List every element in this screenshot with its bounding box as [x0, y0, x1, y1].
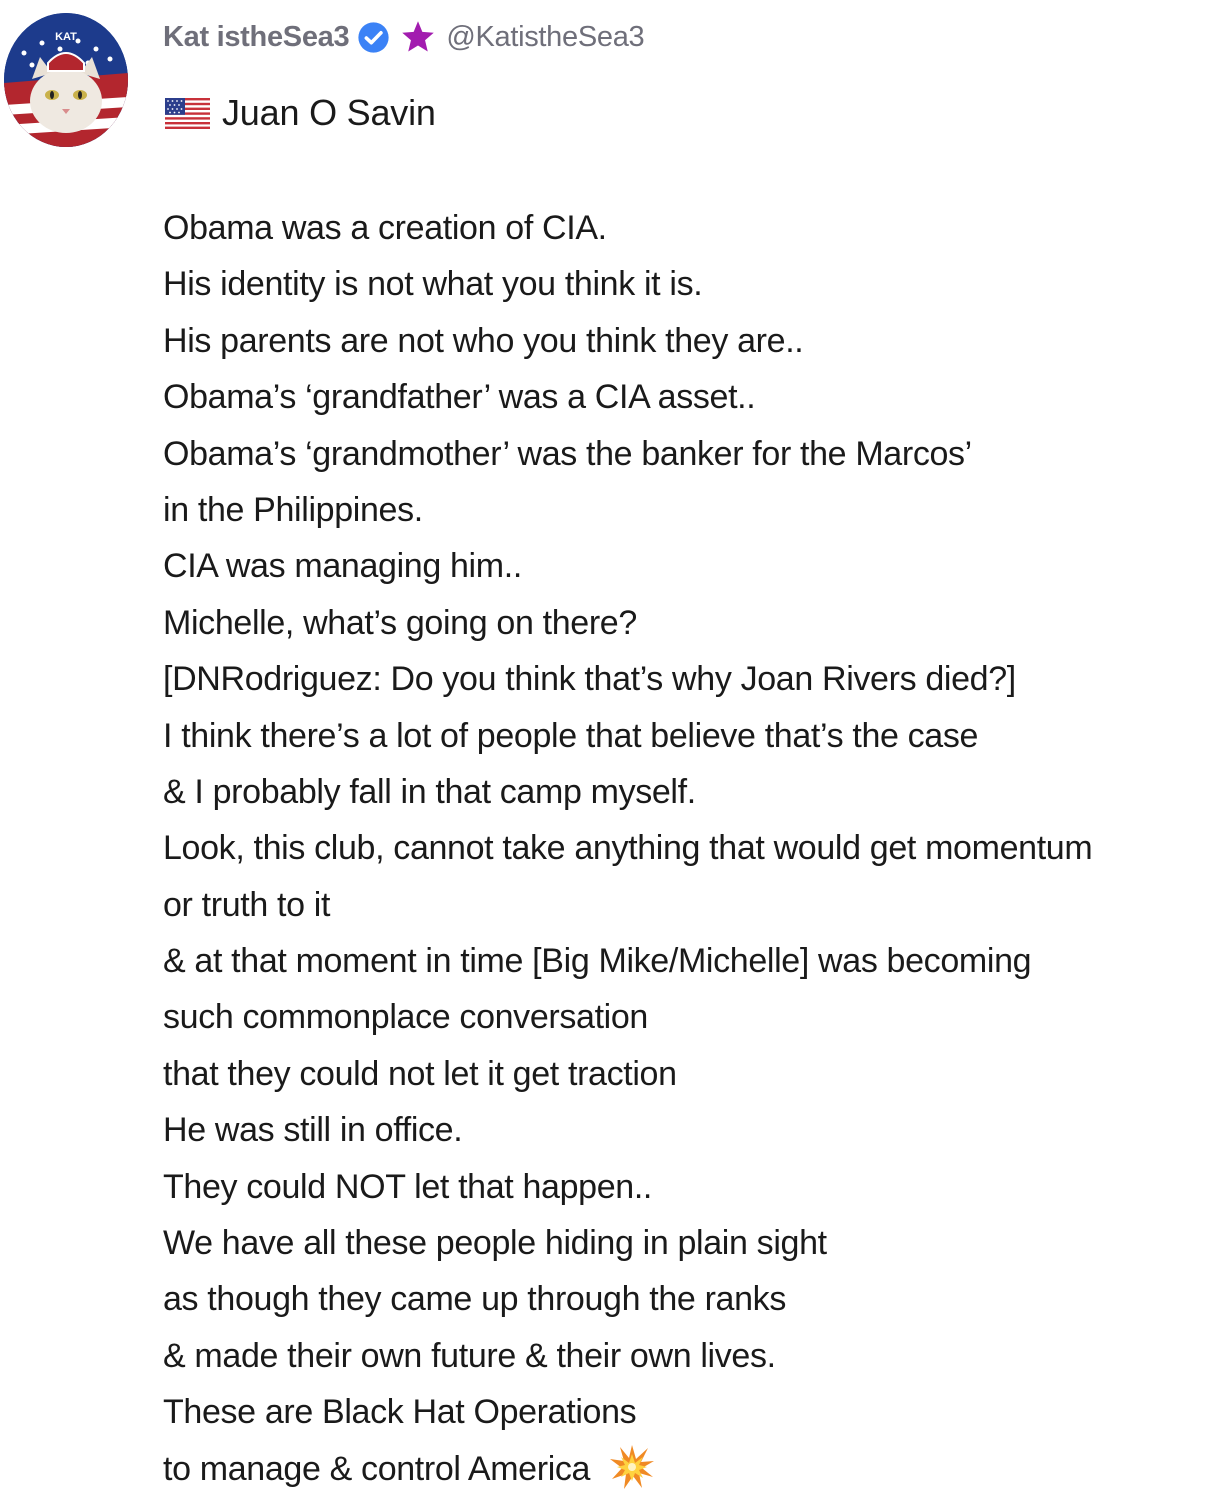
post-line: as though they came up through the ranks [163, 1280, 786, 1319]
cat-avatar-image [4, 13, 128, 147]
post-body [163, 200, 1223, 1497]
post-line: Obama was a creation of CIA. [163, 209, 607, 247]
display-name[interactable]: Kat istheSea3 [163, 20, 350, 53]
post-line-last [163, 1441, 1223, 1497]
post-line: His parents are not who you think they are.. [163, 321, 804, 360]
post-line: [DNRodriguez: Do you think that’s why Joan Rivers died?] [163, 660, 1016, 699]
post-line: & I probably fall in that camp myself. [163, 772, 696, 811]
post-title: Juan O Savin [222, 92, 436, 133]
avatar[interactable] [4, 13, 128, 147]
post-line: & made their own future & their own lives. [163, 1336, 776, 1375]
post-line: His identity is not what you think it is. [163, 265, 703, 304]
post-line: Look, this club, cannot take anything that would get momentum [163, 829, 1093, 868]
user-handle[interactable]: @KatistheSea3 [446, 20, 645, 53]
post-line-text: to manage & control America [163, 1449, 591, 1488]
post-line: He was still in office. [163, 1111, 463, 1150]
post-line: We have all these people hiding in plain sight [163, 1224, 827, 1263]
post-line: such commonplace conversation [163, 998, 648, 1037]
avatar-text: KAT [55, 31, 77, 43]
post-line: or truth to it [163, 885, 331, 924]
post-line: & at that moment in time [Big Mike/Michelle] was becoming [163, 942, 1032, 981]
collision-burst-icon [609, 1444, 655, 1490]
post-line: in the Philippines. [163, 490, 423, 529]
purple-star-icon [400, 19, 436, 55]
post-line: They could NOT let that happen.. [163, 1167, 653, 1206]
post-line: Obama’s ‘grandfather’ was a CIA asset.. [163, 378, 756, 417]
post-title-row [165, 88, 436, 138]
post-line: These are Black Hat Operations [163, 1393, 637, 1432]
post-line: Obama’s ‘grandmother’ was the banker for the Marcos’ [163, 434, 972, 473]
post-line: I think there’s a lot of people that believe that’s the case [163, 716, 979, 755]
post-line: CIA was managing him.. [163, 547, 522, 586]
us-flag-icon [165, 98, 210, 129]
post-line: Michelle, what’s going on there? [163, 603, 637, 642]
post-header [163, 14, 644, 60]
post-line: that they could not let it get traction [163, 1054, 677, 1093]
verified-check-icon [357, 21, 390, 54]
